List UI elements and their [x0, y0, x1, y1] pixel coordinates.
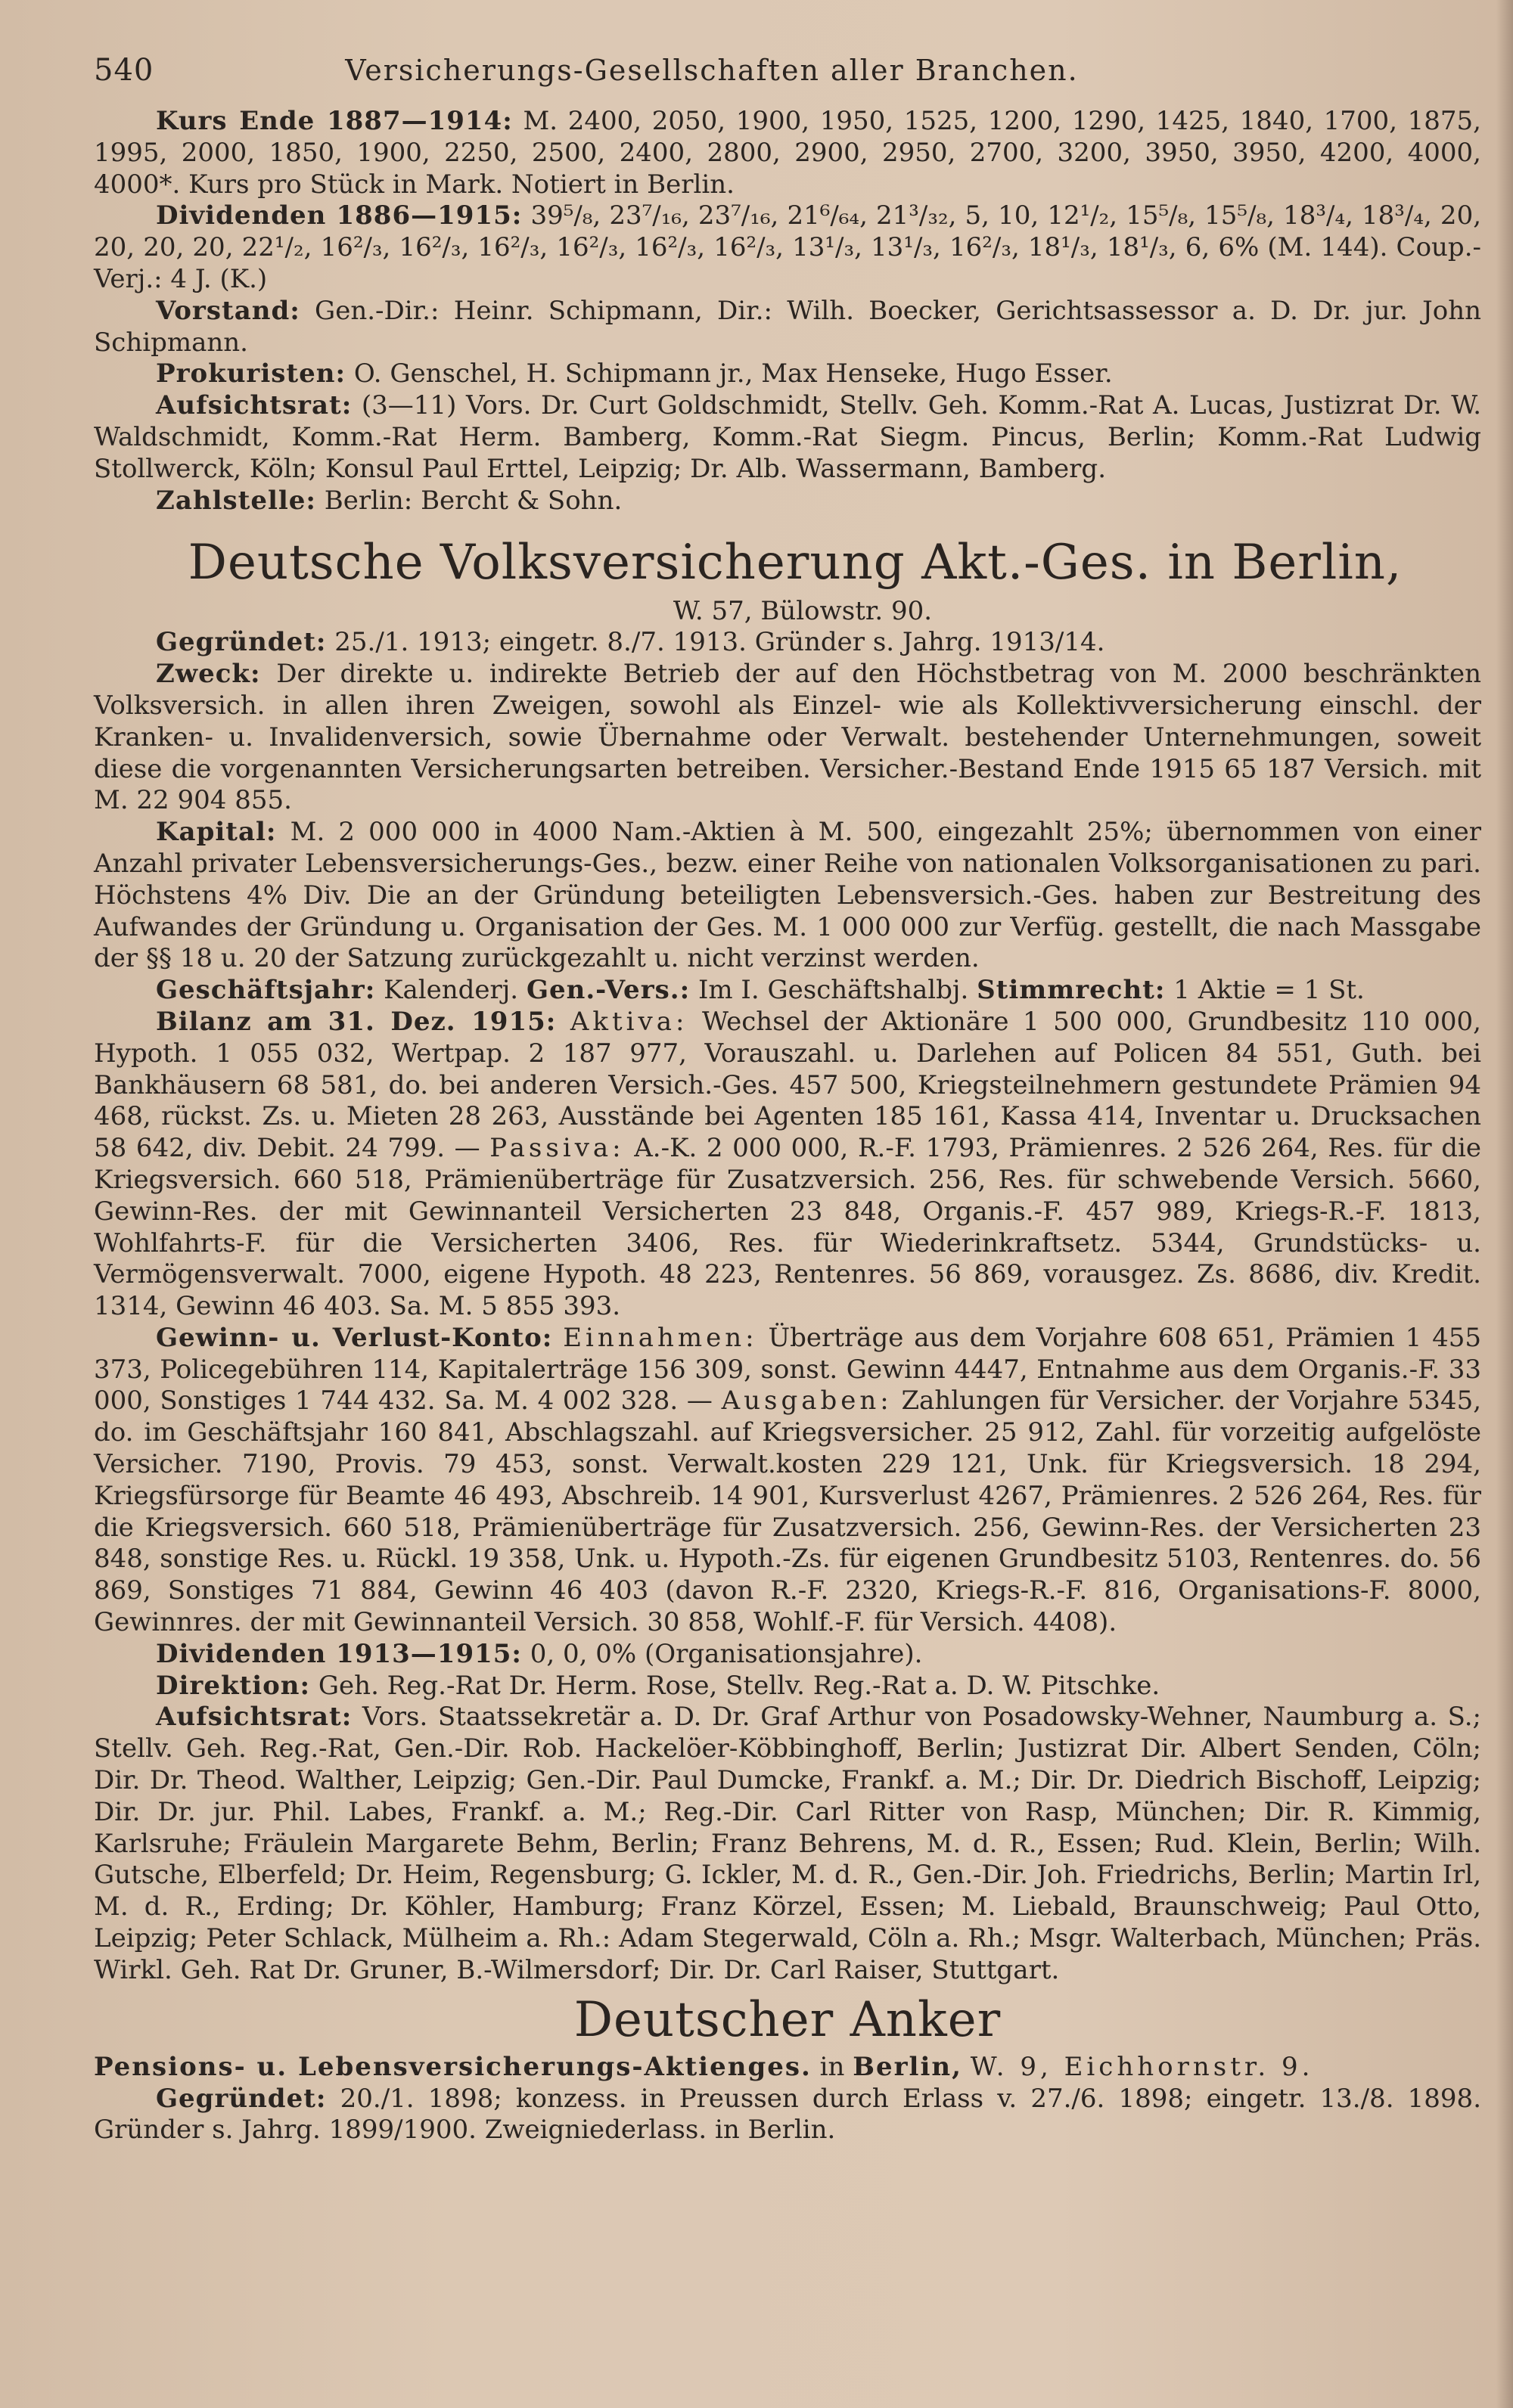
- aufsichtsrat-text: (3—11) Vors. Dr. Curt Goldschmidt, Stellv. Geh. Komm.-Rat A. Lucas, Justizrat Dr. W. Waldschmidt, Komm.-Rat Herm. Bamberg, Komm.-Rat Siegm. Pincus, Berlin; Komm.-Rat Ludwig Stollwerck, Köln; Konsul Paul Erttel, Leipzig; Dr. Alb. Wassermann, Bamberg.: [94, 390, 1481, 484]
- prokuristen-label: Prokuristen:: [156, 358, 346, 389]
- stimmrecht-text: 1 Aktie = 1 St.: [1173, 975, 1365, 1006]
- einnahmen-label: Einnahmen:: [563, 1322, 758, 1353]
- gegruendet-text: 25./1. 1913; eingetr. 8./7. 1913. Gründer s. Jahrg. 1913/14.: [334, 627, 1105, 658]
- genvers-text: Im I. Geschäftshalbj.: [697, 975, 969, 1006]
- dividenden-paragraph: [94, 200, 1481, 295]
- aktiva-text: Wechsel der Aktionäre 1 500 000, Grundbesitz 110 000, Hypoth. 1 055 032, Wertpap. 2 187 977, Vorauszahl. u. Darlehen auf Policen 84 551, Guth. bei Bankhäusern 68 581, do. bei anderen Versich.-Ges. 457 500, Kriegsteilnehmern gestundete Prämien 94 468, rückst. Zs. u. Mieten 28 263, Ausstände bei Agenten 185 161, Kassa 414, Inventar u. Drucksachen 58 642, div. Debit. 24 799. —: [94, 1006, 1481, 1164]
- gegruendet-paragraph: [94, 627, 1481, 659]
- gewinn-paragraph: [94, 1323, 1481, 1639]
- prokuristen-paragraph: [94, 358, 1481, 390]
- gewinn-label: Gewinn- u. Verlust-Konto:: [156, 1322, 553, 1353]
- direktion-label: Direktion:: [156, 1670, 311, 1701]
- dividenden-1913-label: Dividenden 1913—1915:: [156, 1638, 522, 1669]
- zahlstelle-text: Berlin: Bercht & Sohn.: [324, 485, 623, 516]
- kurs-text: M. 2400, 2050, 1900, 1950, 1525, 1200, 1290, 1425, 1840, 1700, 1875, 1995, 2000, 1850, 1900, 2250, 2500, 2400, 2800, 2900, 2950, 2700, 3200, 3950, 3950, 4200, 4000, 4000*. Kurs pro Stück in Mark. Notiert in Berlin.: [94, 106, 1481, 200]
- aufsichtsrat-volks-text: Vors. Staatssekretär a. D. Dr. Graf Arthur von Posadowsky-Wehner, Naumburg a. S.; Stellv. Geh. Reg.-Rat, Gen.-Dir. Rob. Hackelöer-Köbbinghoff, Berlin; Justizrat Dir. Albert Senden, Cöln; Dir. Dr. Theod. Walther, Leipzig; Gen.-Dir. Paul Dumcke, Frankf. a. M.; Dir. Dr. Diedrich Bischoff, Leipzig; Dir. Dr. jur. Phil. Labes, Frankf. a. M.; Reg.-Dir. Carl Ritter von Rasp, München; Dir. R. Kimmig, Karlsruhe; Fräulein Margarete Behm, Berlin; Franz Behrens, M. d. R., Essen; Rud. Klein, Berlin; Wilh. Gutsche, Elberfeld; Dr. Heim, Regensburg; G. Ickler, M. d. R., Gen.-Dir. Joh. Friedrichs, Berlin; Martin Irl, M. d. R., Erding; Dr. Köhler, Hamburg; Franz Körzel, Essen; M. Liebald, Braunschweig; Paul Otto, Leipzig; Peter Schlack, Mülheim a. Rh.: Adam Stegerwald, Cöln a. Rh.; Msgr. Walterbach, München; Präs. Wirkl. Geh. Rat Dr. Gruner, B.-Wilmersdorf; Dir. Dr. Carl Raiser, Stuttgart.: [94, 1702, 1481, 1985]
- aktiva-label: Aktiva:: [570, 1006, 688, 1037]
- dividenden-1913-paragraph: [94, 1639, 1481, 1671]
- gegruendet-label: Gegründet:: [156, 627, 327, 658]
- kapital-paragraph: [94, 817, 1481, 975]
- geschaeftsjahr-text: Kalenderj.: [384, 975, 519, 1006]
- anker-subtitle: [94, 2050, 1481, 2084]
- vorstand-paragraph: [94, 296, 1481, 359]
- dividenden-label: Dividenden 1886—1915:: [156, 200, 523, 231]
- anker-gegruendet-paragraph: [94, 2084, 1481, 2147]
- zweck-label: Zweck:: [156, 659, 261, 690]
- zweck-paragraph: [94, 659, 1481, 817]
- ausgaben-label: Ausgaben:: [721, 1386, 893, 1417]
- ausgaben-text: Zahlungen für Versicher. der Vorjahre 5345, do. im Geschäftsjahr 160 841, Abschlagszahl. auf Kriegsversicher. 25 912, Zahl. für vorzeitig aufgelöste Versicher. 7190, Provis. 79 453, sonst. Verwalt.kosten 229 121, Unk. für Kriegsversich. 18 294, Kriegsfürsorge für Beamte 46 493, Abschreib. 14 901, Kursverlust 4267, Prämienres. 2 526 264, Res. für die Kriegsversich. 660 518, Prämienüberträge für Zusatzversich. 256, Gewinn-Res. der Versicherten 23 848, sonstige Res. u. Rückl. 19 358, Unk. u. Hypoth.-Zs. für eigenen Grundbesitz 5103, Rentenres. do. 56 869, Sonstiges 71 884, Gewinn 46 403 (davon R.-F. 2320, Kriegs-R.-F. 816, Organisations-F. 8000, Gewinnres. der mit Gewinnanteil Versich. 30 858, Wohlf.-F. für Versich. 4408).: [94, 1386, 1482, 1638]
- dividenden-1913-text: 0, 0, 0% (Organisationsjahre).: [530, 1638, 923, 1669]
- running-title: Versicherungs-Gesellschaften aller Branchen.: [345, 54, 1079, 87]
- aufsichtsrat-label: Aufsichtsrat:: [156, 390, 353, 421]
- stimmrecht-label: Stimmrecht:: [977, 975, 1166, 1006]
- einnahmen-text: Überträge aus dem Vorjahre 608 651, Prämien 1 455 373, Policegebühren 114, Kapitalerträge 156 309, sonst. Gewinn 4447, Entnahme aus dem Organis.-F. 33 000, Sonstiges 1 744 432. Sa. M. 4 002 328. —: [94, 1322, 1482, 1417]
- anker-gegruendet-text: 20./1. 1898; konzess. in Preussen durch Erlass v. 27./6. 1898; eingetr. 13./8. 1898. Gründer s. Jahrg. 1899/1900. Zweigniederlass. in Berlin.: [94, 2083, 1481, 2146]
- geschaeftsjahr-label: Geschäftsjahr:: [156, 975, 376, 1006]
- anker-subtitle-name: Pensions- u. Lebensversicherungs-Aktienges.: [94, 2051, 812, 2082]
- aufsichtsrat-volks-label: Aufsichtsrat:: [156, 1702, 353, 1733]
- dividenden-text: 39⁵/₈, 23⁷/₁₆, 23⁷/₁₆, 21⁶/₆₄, 21³/₃₂, 5, 10, 12¹/₂, 15⁵/₈, 15⁵/₈, 18³/₄, 18³/₄, 20, 20, 20, 20, 22¹/₂, 16²/₃, 16²/₃, 16²/₃, 16²/₃, 16²/₃, 16²/₃, 13¹/₃, 13¹/₃, 16²/₃, 18¹/₃, 18¹/₃, 6, 6% (M. 144). Coup.-Verj.: 4 J. (K.): [94, 200, 1482, 294]
- bilanz-label: Bilanz am 31. Dez. 1915:: [156, 1006, 557, 1037]
- anker-gegruendet-label: Gegründet:: [156, 2083, 327, 2114]
- aufsichtsrat-paragraph: [94, 390, 1481, 485]
- company-heading-deutscher-anker: Deutscher Anker: [573, 1991, 1002, 2048]
- anker-subtitle-city: Berlin,: [853, 2051, 962, 2082]
- previous-company-entry: [94, 106, 1481, 517]
- direktion-paragraph: [94, 1671, 1481, 1702]
- passiva-text: A.-K. 2 000 000, R.-F. 1793, Prämienres. 2 526 264, Res. für die Kriegsversich. 660 518, Prämienüberträge für Zusatzversich. 256, Res. für schwebende Versich. 5660, Gewinn-Res. der mit Gewinnanteil Versicherten 23 848, Organis.-F. 457 989, Kriegs-R.-F. 1813, Wohlfahrts-F. für die Versicherten 3406, Res. für Wiederinkraftsetz. 5344, Grundstücks- u. Vermögensverwalt. 7000, eigene Hypoth. 48 223, Rentenres. 56 869, vorausgez. Zs. 8686, div. Kredit. 1314, Gewinn 46 403. Sa. M. 5 855 393.: [94, 1133, 1481, 1322]
- direktion-text: Geh. Reg.-Rat Dr. Herm. Rose, Stellv. Reg.-Rat a. D. W. Pitschke.: [318, 1670, 1160, 1701]
- anker-entry: [94, 2084, 1481, 2147]
- prokuristen-text: O. Genschel, H. Schipmann jr., Max Henseke, Hugo Esser.: [353, 358, 1113, 389]
- aufsichtsrat-volks-paragraph: [94, 1702, 1481, 1986]
- vorstand-text: Gen.-Dir.: Heinr. Schipmann, Dir.: Wilh. Boecker, Gerichtsassessor a. D. Dr. jur. John Schipmann.: [94, 295, 1481, 358]
- page-number: 540: [94, 53, 154, 88]
- geschaeftsjahr-paragraph: [94, 975, 1481, 1007]
- page-header: [94, 53, 1481, 106]
- zweck-text: Der direkte u. indirekte Betrieb der auf den Höchstbetrag von M. 2000 beschränkten Volksversich. in allen ihren Zweigen, sowohl als Einzel- wie als Kollektivversicherung einschl. der Kranken- u. Invalidenversich, sowie Übernahme oder Verwalt. bestehender Unternehmungen, soweit diese die vorgenannten Versicherungsarten betreiben. Versicher.-Bestand Ende 1915 65 187 Versich. mit M. 22 904 855.: [94, 659, 1481, 816]
- anker-subtitle-address: W. 9, Eichhornstr. 9.: [970, 2051, 1314, 2082]
- company-address: W. 57, Bülowstr. 90.: [673, 596, 933, 627]
- bilanz-paragraph: [94, 1007, 1481, 1323]
- anker-subtitle-in: in: [819, 2051, 845, 2082]
- kapital-text: M. 2 000 000 in 4000 Nam.-Aktien à M. 500, eingezahlt 25%; übernommen von einer Anzahl privater Lebensversicherungs-Ges., bezw. einer Reihe von nationalen Volksorganisationen zu pari. Höchstens 4% Div. Die an der Gründung beteiligten Lebensversich.-Ges. haben zur Bestreitung des Aufwandes der Gründung u. Organisation der Ges. M. 1 000 000 zur Verfüg. gestellt, die nach Massgabe der §§ 18 u. 20 der Satzung zurückgezahlt u. nicht verzinst werden.: [94, 817, 1482, 974]
- vorstand-label: Vorstand:: [156, 295, 300, 326]
- kapital-label: Kapital:: [156, 817, 277, 848]
- kurs-label: Kurs Ende 1887—1914:: [156, 106, 513, 136]
- passiva-label: Passiva:: [489, 1133, 625, 1164]
- page-edge-shadow: [1496, 0, 1513, 2408]
- volksversicherung-entry: [94, 627, 1481, 1986]
- company-heading-volksversicherung: Deutsche Volksversicherung Akt.-Ges. in Berlin,: [188, 535, 1403, 591]
- genvers-label: Gen.-Vers.:: [526, 975, 691, 1006]
- zahlstelle-label: Zahlstelle:: [156, 485, 316, 516]
- kurs-paragraph: [94, 106, 1481, 200]
- zahlstelle-paragraph: [94, 486, 1481, 517]
